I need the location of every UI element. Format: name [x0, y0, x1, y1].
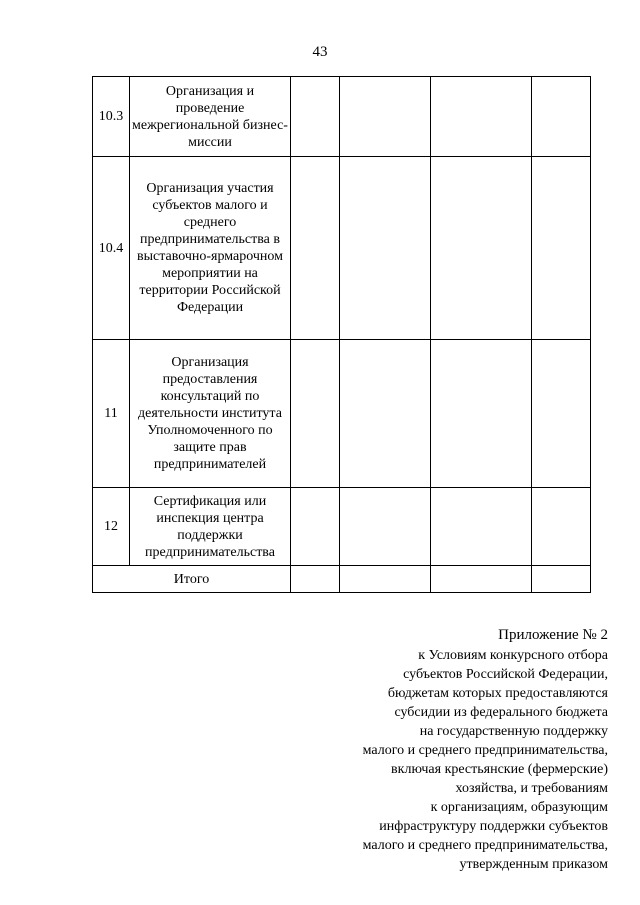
row-name: Организация предоставления консультаций по деятельности института Уполномоченного по защите прав предпринимателей [130, 340, 291, 488]
appendix-line: к организациям, образующим [430, 800, 608, 815]
row-number: 10.3 [93, 77, 130, 157]
table-row [93, 340, 591, 488]
table-row [93, 488, 591, 566]
empty-cell [340, 77, 431, 157]
table-row [93, 157, 591, 340]
empty-cell [532, 566, 591, 593]
appendix-line: к Условиям конкурсного отбора [418, 648, 608, 663]
cost-table [92, 76, 591, 593]
appendix-line: малого и среднего предпринимательства, [362, 838, 608, 853]
empty-cell [532, 77, 591, 157]
empty-cell [532, 488, 591, 566]
row-number: 11 [93, 340, 130, 488]
appendix-line: инфраструктуру поддержки субъектов [379, 819, 608, 834]
appendix-line: субъектов Российской Федерации, [403, 667, 608, 682]
row-name: Сертификация или инспекция центра поддержки предпринимательства [130, 488, 291, 566]
row-number: 12 [93, 488, 130, 566]
appendix-line: субсидии из федерального бюджета [394, 705, 608, 720]
empty-cell [431, 488, 532, 566]
empty-cell [291, 566, 340, 593]
empty-cell [431, 157, 532, 340]
empty-cell [431, 77, 532, 157]
table-row [93, 77, 591, 157]
empty-cell [431, 566, 532, 593]
total-label: Итого [93, 566, 291, 593]
appendix-title: Приложение № 2 [498, 627, 608, 643]
appendix-line: включая крестьянские (фермерские) [391, 762, 608, 777]
empty-cell [340, 157, 431, 340]
empty-cell [340, 488, 431, 566]
row-number: 10.4 [93, 157, 130, 340]
empty-cell [291, 488, 340, 566]
appendix-line: на государственную поддержку [419, 724, 608, 739]
empty-cell [532, 340, 591, 488]
row-name: Организация и проведение межрегиональной бизнес-миссии [130, 77, 291, 157]
empty-cell [291, 77, 340, 157]
empty-cell [340, 566, 431, 593]
empty-cell [291, 157, 340, 340]
total-row [93, 566, 591, 593]
page-number: 43 [312, 44, 328, 60]
appendix-line: хозяйства, и требованиям [455, 781, 608, 796]
appendix-block [288, 626, 608, 874]
empty-cell [340, 340, 431, 488]
row-name: Организация участия субъектов малого и среднего предпринимательства в выставочно-ярмарочном мероприятии на территории Российской Федерации [130, 157, 291, 340]
empty-cell [291, 340, 340, 488]
appendix-line: малого и среднего предпринимательства, [362, 743, 608, 758]
appendix-line: бюджетам которых предоставляются [387, 686, 608, 701]
appendix-line: утвержденным приказом [459, 857, 608, 872]
empty-cell [431, 340, 532, 488]
empty-cell [532, 157, 591, 340]
